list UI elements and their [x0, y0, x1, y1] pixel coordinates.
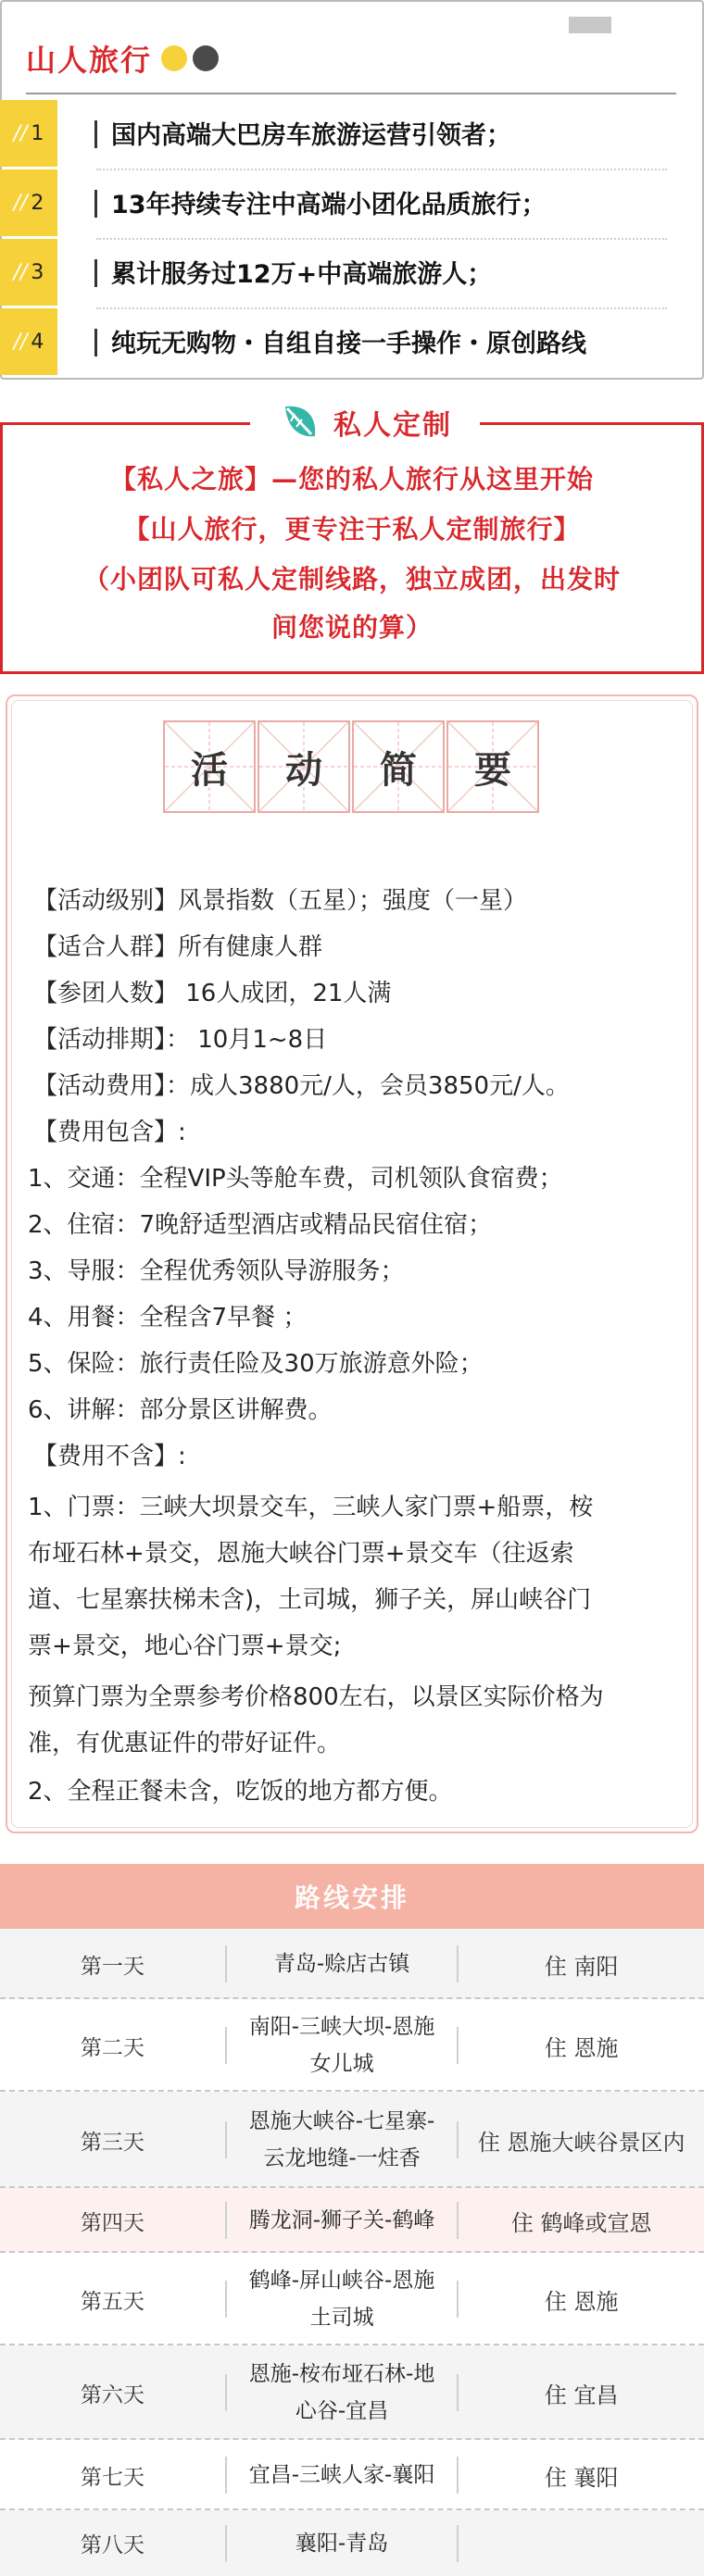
route-stay: 住 恩施大峡谷景区内 — [477, 2129, 685, 2156]
route-row — [0, 2510, 704, 2576]
route-day: 第四天 — [80, 2210, 145, 2235]
custom-title: 私人定制 — [333, 409, 452, 442]
route-row — [0, 2092, 704, 2188]
route-stay: 住 恩施 — [544, 2288, 619, 2315]
summary-line: 【费用不含】: — [33, 1443, 186, 1470]
leaf-icon — [278, 401, 321, 444]
route-day: 第三天 — [80, 2130, 145, 2155]
route-stay: 住 宜昌 — [544, 2382, 619, 2408]
feature-row — [0, 169, 667, 236]
summary-line: 【参团人数】 16人成团，21人满 — [33, 980, 392, 1007]
route-path: 南阳-三峡大坝-恩施 女儿城 — [248, 2015, 435, 2076]
summary-line: 布垭石林+景交，恩施大峡谷门票+景交车（往返索 — [28, 1540, 574, 1568]
grid-cell — [258, 720, 350, 813]
yellow-dot-icon — [161, 45, 187, 71]
grid-cell — [446, 720, 539, 813]
summary-line: 2、住宿：7晚舒适型酒店或精品民宿住宿； — [28, 1211, 493, 1239]
feature-bar-icon — [94, 259, 97, 287]
route-row — [0, 1929, 704, 1999]
summary-line: 【活动排期】： 10月1~8日 — [33, 1026, 328, 1054]
title-char: 要 — [474, 748, 511, 792]
route-day: 第六天 — [80, 2382, 145, 2407]
summary-line: 3、导服：全程优秀领队导游服务； — [28, 1257, 405, 1285]
feature-text: 国内高端大巴房车旅游运营引领者； — [111, 121, 511, 150]
route-row — [0, 2345, 704, 2440]
title-char: 活 — [191, 748, 228, 792]
brand-title: 山人旅行 — [26, 43, 153, 78]
route-path: 襄阳-青岛 — [295, 2531, 389, 2556]
route-row — [0, 2440, 704, 2510]
custom-line: （小团队可私人定制线路，独立成团，出发时 — [82, 564, 621, 594]
summary-line: 1、交通：全程VIP头等舱车费，司机领队食宿费； — [28, 1165, 563, 1193]
brand-divider — [26, 93, 676, 94]
route-path: 青岛-赊店古镇 — [273, 1952, 410, 1976]
feature-bar-icon — [94, 190, 97, 218]
feature-number: // 2 — [0, 169, 57, 236]
feature-row — [0, 308, 667, 375]
dark-dot-icon — [193, 45, 219, 71]
grid-cell — [352, 720, 445, 813]
summary-title-grid — [163, 720, 541, 813]
custom-line: 间您说的算） — [270, 612, 433, 643]
summary-line: 准，有优惠证件的带好证件。 — [28, 1730, 342, 1757]
feature-text: 累计服务过12万+中高端旅游人； — [111, 260, 493, 289]
column-divider — [457, 2525, 459, 2562]
route-path: 宜昌-三峡人家-襄阳 — [248, 2463, 435, 2487]
route-day: 第八天 — [80, 2533, 145, 2557]
route-stay: 住 南阳 — [544, 1953, 619, 1980]
brand-header — [26, 35, 219, 81]
grid-cell — [163, 720, 256, 813]
summary-line: 【费用包含】: — [33, 1119, 186, 1146]
summary-line: 5、保险：旅行责任险及30万旅游意外险； — [28, 1350, 484, 1378]
route-row — [0, 2253, 704, 2345]
title-char: 动 — [285, 748, 322, 792]
custom-line: 【山人旅行，更专注于私人定制旅行】 — [123, 514, 581, 544]
feature-text: 13年持续专注中高端小团化品质旅行； — [111, 191, 547, 219]
feature-number: // 1 — [0, 100, 57, 167]
summary-line: 1、门票：三峡大坝景交车，三峡人家门票+船票，桉 — [28, 1494, 594, 1521]
summary-line: 4、用餐：全程含7早餐 ； — [28, 1304, 308, 1332]
summary-line: 【活动级别】风景指数（五星）；强度（一星） — [33, 887, 528, 915]
summary-line: 预算门票为全票参考价格800左右，以景区实际价格为 — [28, 1683, 604, 1711]
title-char: 简 — [380, 748, 417, 792]
brand-tab — [569, 17, 611, 33]
route-row — [0, 1999, 704, 2092]
route-stay: 住 襄阳 — [544, 2464, 619, 2491]
summary-line: 【适合人群】所有健康人群 — [33, 933, 323, 961]
route-day: 第二天 — [80, 2035, 145, 2060]
route-path: 恩施大峡谷-七星寨- 云龙地缝-一炷香 — [248, 2109, 435, 2170]
route-stay: 住 恩施 — [544, 2034, 619, 2061]
route-path: 恩施-桉布垭石林-地 心谷-宜昌 — [248, 2362, 435, 2423]
summary-line: 6、讲解：部分景区讲解费。 — [28, 1396, 333, 1424]
feature-number: // 4 — [0, 308, 57, 375]
feature-row — [0, 100, 667, 167]
route-title: 路线安排 — [294, 1882, 409, 1913]
feature-bar-icon — [94, 329, 97, 356]
feature-bar-icon — [94, 120, 97, 148]
custom-line: 【私人之旅】—您的私人旅行从这里开始 — [109, 464, 594, 494]
feature-row — [0, 239, 667, 306]
feature-text: 纯玩无购物・自组自接一手操作・原创路线 — [111, 330, 586, 358]
route-day: 第七天 — [80, 2465, 145, 2490]
route-stay: 住 鹤峰或宣恩 — [510, 2209, 652, 2236]
summary-line: 2、全程正餐未含，吃饭的地方都方便。 — [28, 1778, 453, 1806]
summary-line: 票+景交，地心谷门票+景交; — [28, 1632, 342, 1660]
summary-line: 【活动费用】：成人3880元/人，会员3850元/人。 — [33, 1072, 570, 1100]
route-day: 第一天 — [80, 1954, 145, 1979]
custom-badge — [250, 396, 480, 448]
route-header — [0, 1864, 704, 1929]
route-path: 鹤峰-屏山峡谷-恩施 土司城 — [248, 2269, 435, 2330]
summary-line: 道、七星寨扶梯未含)，土司城，狮子关，屏山峡谷门 — [28, 1586, 592, 1614]
route-day: 第五天 — [80, 2289, 145, 2314]
feature-number: // 3 — [0, 239, 57, 306]
route-path: 腾龙洞-狮子关-鹤峰 — [248, 2208, 435, 2232]
route-row — [0, 2188, 704, 2253]
